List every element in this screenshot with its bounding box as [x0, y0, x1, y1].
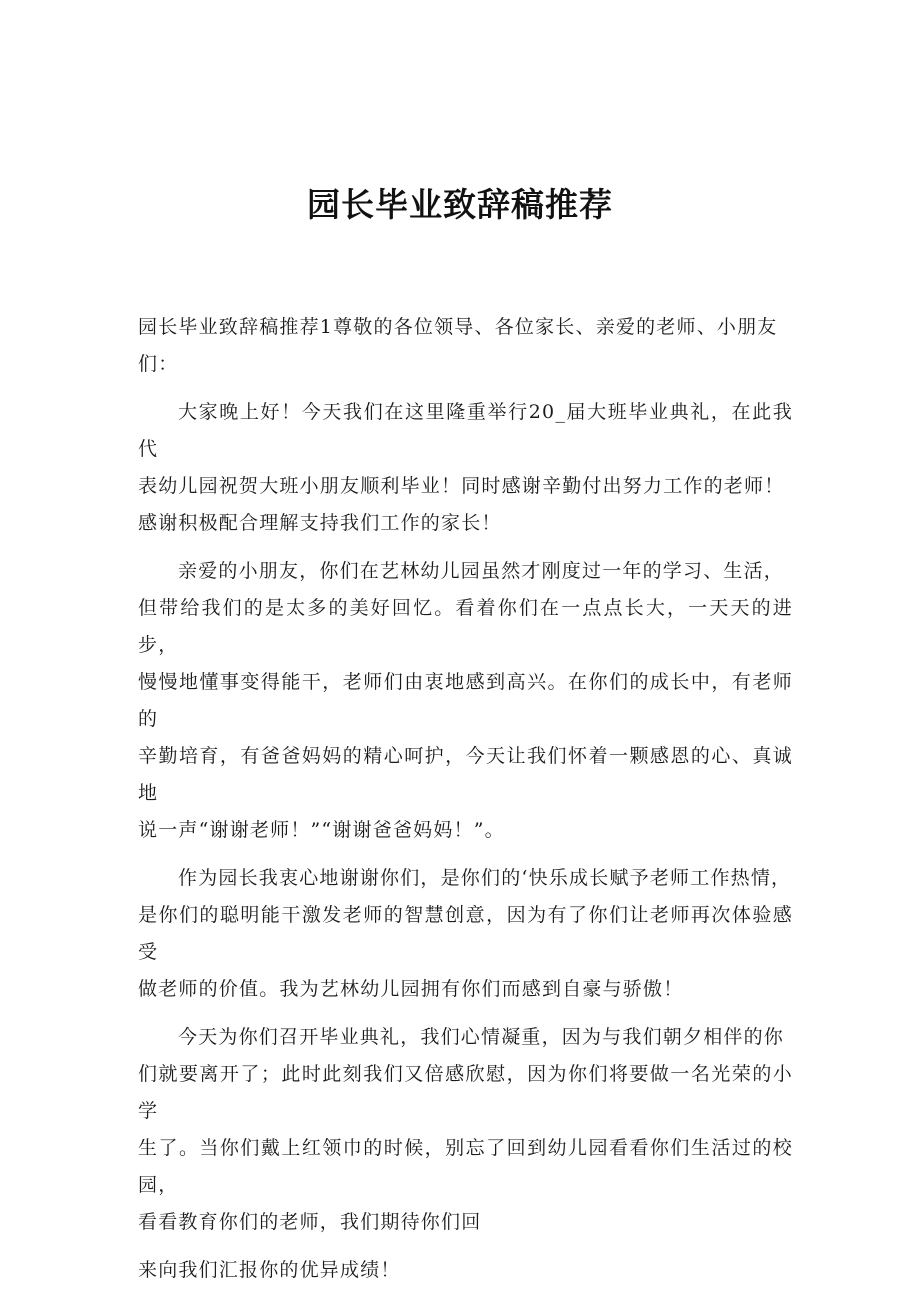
text-line: 是你们的聪明能干激发老师的智慧创意，因为有了你们让老师再次体验感受 [138, 904, 793, 963]
text-line: 生了。当你们戴上红领巾的时候，别忘了回到幼儿园看看你们生活过的校园， [138, 1137, 793, 1196]
text-line: 做老师的价值。我为艺林幼儿园拥有你们而感到自豪与骄傲！ [138, 978, 684, 1000]
text-line: 慢慢地懂事变得能干，老师们由衷地感到高兴。在你们的成长中，有老师的 [138, 671, 793, 730]
paragraph-ceremony [138, 1019, 793, 1241]
text-line: 辛勤培育，有爸爸妈妈的精心呵护，今天让我们怀着一颗感恩的心、真诚地 [138, 745, 793, 804]
text-line: 园长毕业致辞稿推荐1尊敬的各位领导、各位家长、亲爱的老师、小朋友 [138, 316, 778, 338]
text-line: 看看教育你们的老师，我们期待你们回 [138, 1211, 482, 1233]
text-line: 今天为你们召开毕业典礼，我们心情凝重，因为与我们朝夕相伴的你 [178, 1026, 785, 1048]
text-line: 表幼儿园祝贺大班小朋友顺利毕业！同时感谢辛勤付出努力工作的老师！ [138, 475, 785, 497]
text-line: 们就要离开了；此时此刻我们又倍感欣慰，因为你们将要做一名光荣的小学 [138, 1063, 793, 1122]
text-line: 说一声“谢谢老师！”“谢谢爸爸妈妈！”。 [138, 819, 505, 841]
paragraph-opening [138, 394, 793, 542]
paragraph-greeting [138, 309, 793, 383]
text-line: 感谢积极配合理解支持我们工作的家长！ [138, 512, 502, 534]
text-line: 亲爱的小朋友，你们在艺林幼儿园虽然才刚度过一年的学习、生活， [178, 560, 785, 582]
text-line: 们： [138, 353, 179, 375]
text-line: 作为园长我衷心地谢谢你们，是你们的‘快乐成长赋予老师工作热情， [178, 867, 792, 889]
text-line: 来向我们汇报你的优异成绩！ [138, 1259, 401, 1281]
paragraph-closing [138, 1252, 793, 1289]
text-line: 但带给我们的是太多的美好回忆。看着你们在一点点长大，一天天的进步， [138, 597, 793, 656]
document-title: 园长毕业致辞稿推荐 [307, 185, 613, 225]
paragraph-children [138, 553, 793, 849]
paragraph-gratitude [138, 860, 793, 1008]
document-body [138, 309, 793, 1289]
text-line: 大家晚上好！今天我们在这里隆重举行20_届大班毕业典礼，在此我代 [138, 401, 793, 460]
